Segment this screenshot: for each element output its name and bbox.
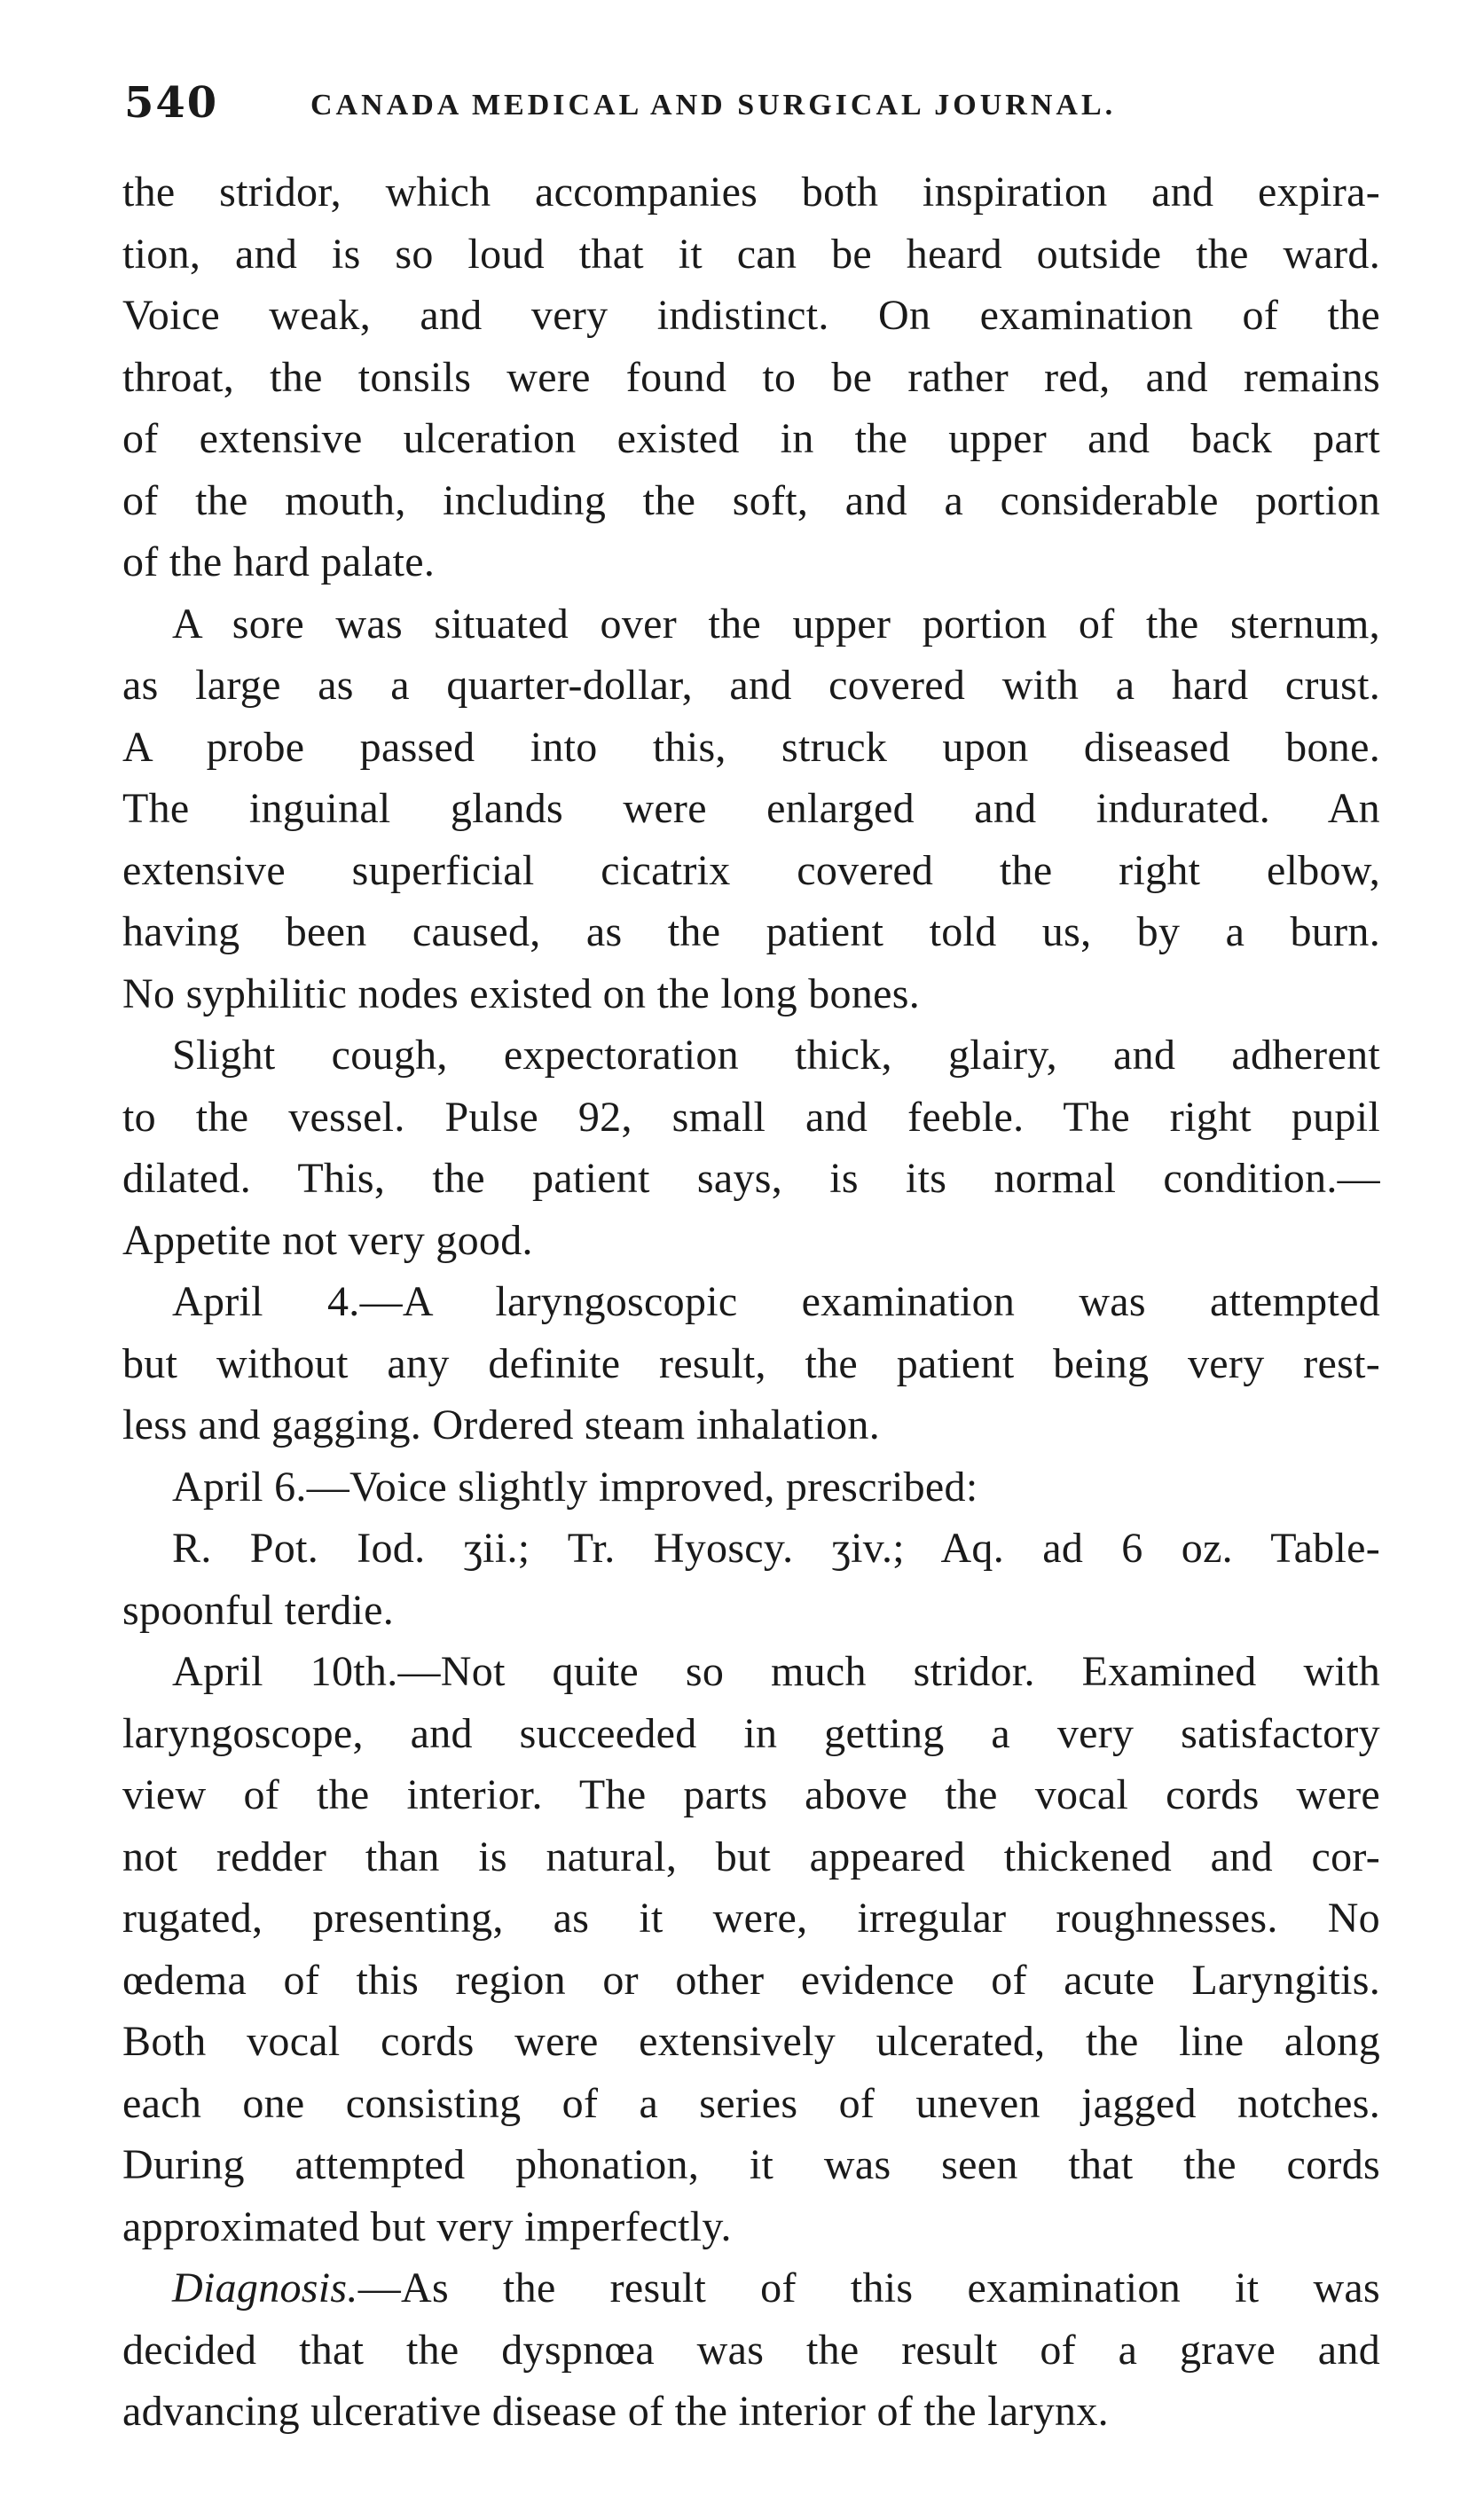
text-line: throat, the tonsils were found to be rather red, and remains xyxy=(122,353,1380,401)
text-line: April 6.—Voice slightly improved, prescribed: xyxy=(172,1463,978,1511)
text-line: the stridor, which accompanies both inspiration and expira- xyxy=(122,169,1380,216)
text-line: Both vocal cords were extensively ulcerated, the line along xyxy=(122,2018,1380,2065)
text-line: of the hard palate. xyxy=(122,538,436,585)
text-line: A probe passed into this, struck upon diseased bone. xyxy=(122,723,1380,771)
text-line: but without any definite result, the patient being very rest- xyxy=(122,1339,1380,1387)
text-line: each one consisting of a series of uneven jagged notches. xyxy=(122,2079,1380,2127)
text-line: as large as a quarter-dollar, and covered with a hard crust. xyxy=(122,662,1380,709)
text-line: having been caused, as the patient told us, by a burn. xyxy=(122,908,1380,955)
text-line: of the mouth, including the soft, and a considerable portion xyxy=(122,476,1380,524)
diagnosis-line xyxy=(122,2257,1380,2319)
text-line: Voice weak, and very indistinct. On examination of the xyxy=(122,292,1380,339)
text-line: approximated but very imperfectly. xyxy=(122,2202,732,2250)
page-header xyxy=(124,78,1384,140)
text-line: laryngoscope, and succeeded in getting a very satisfactory xyxy=(122,1709,1380,1757)
text-line: April 4.—A laryngoscopic examination was attempted xyxy=(172,1278,1380,1325)
page-number: 540 xyxy=(124,78,219,128)
text-line: April 10th.—Not quite so much stridor. Examined with xyxy=(172,1648,1380,1695)
text-line: rugated, presenting, as it were, irregular roughnesses. No xyxy=(122,1895,1380,1942)
text-line: The inguinal glands were enlarged and indurated. An xyxy=(122,785,1380,832)
running-title: CANADA MEDICAL AND SURGICAL JOURNAL. xyxy=(310,89,1117,122)
text-line: œdema of this region or other evidence of acute Laryngitis. xyxy=(122,1956,1380,2004)
text-line: not redder than is natural, but appeared thickened and cor- xyxy=(122,1833,1380,1880)
text-line: Appetite not very good. xyxy=(122,1216,533,1264)
text-line: Slight cough, expectoration thick, glairy, and adherent xyxy=(172,1032,1380,1079)
text-line: extensive superficial cicatrix covered the right elbow, xyxy=(122,846,1380,894)
text-line: advancing ulcerative disease of the interior of the larynx. xyxy=(122,2388,1109,2435)
text-line: view of the interior. The parts above the vocal cords were xyxy=(122,1771,1380,1818)
text-line: R. Pot. Iod. ʒii.; Tr. Hyoscy. ʒiv.; Aq. ad 6 oz. Table- xyxy=(172,1525,1380,1572)
text-line: less and gagging. Ordered steam inhalation. xyxy=(122,1401,881,1448)
diagnosis-text: —As the result of this examination it was xyxy=(357,2264,1380,2312)
text-line: to the vessel. Pulse 92, small and feeble. The right pupil xyxy=(122,1093,1380,1141)
text-line: During attempted phonation, it was seen that the cords xyxy=(122,2141,1380,2188)
diagnosis-label: Diagnosis. xyxy=(172,2264,358,2312)
text-line: tion, and is so loud that it can be heard outside the ward. xyxy=(122,230,1380,278)
text-line: of extensive ulceration existed in the upper and back part xyxy=(122,415,1380,462)
text-line: dilated. This, the patient says, is its normal condition.— xyxy=(122,1155,1380,1202)
text-line: spoonful terdie. xyxy=(122,1586,395,1634)
text-line: A sore was situated over the upper portion of the sternum, xyxy=(172,600,1380,648)
text-line: decided that the dyspnœa was the result of a grave and xyxy=(122,2326,1380,2374)
text-line: No syphilitic nodes existed on the long bones. xyxy=(122,969,921,1017)
article-body xyxy=(122,161,1380,2443)
